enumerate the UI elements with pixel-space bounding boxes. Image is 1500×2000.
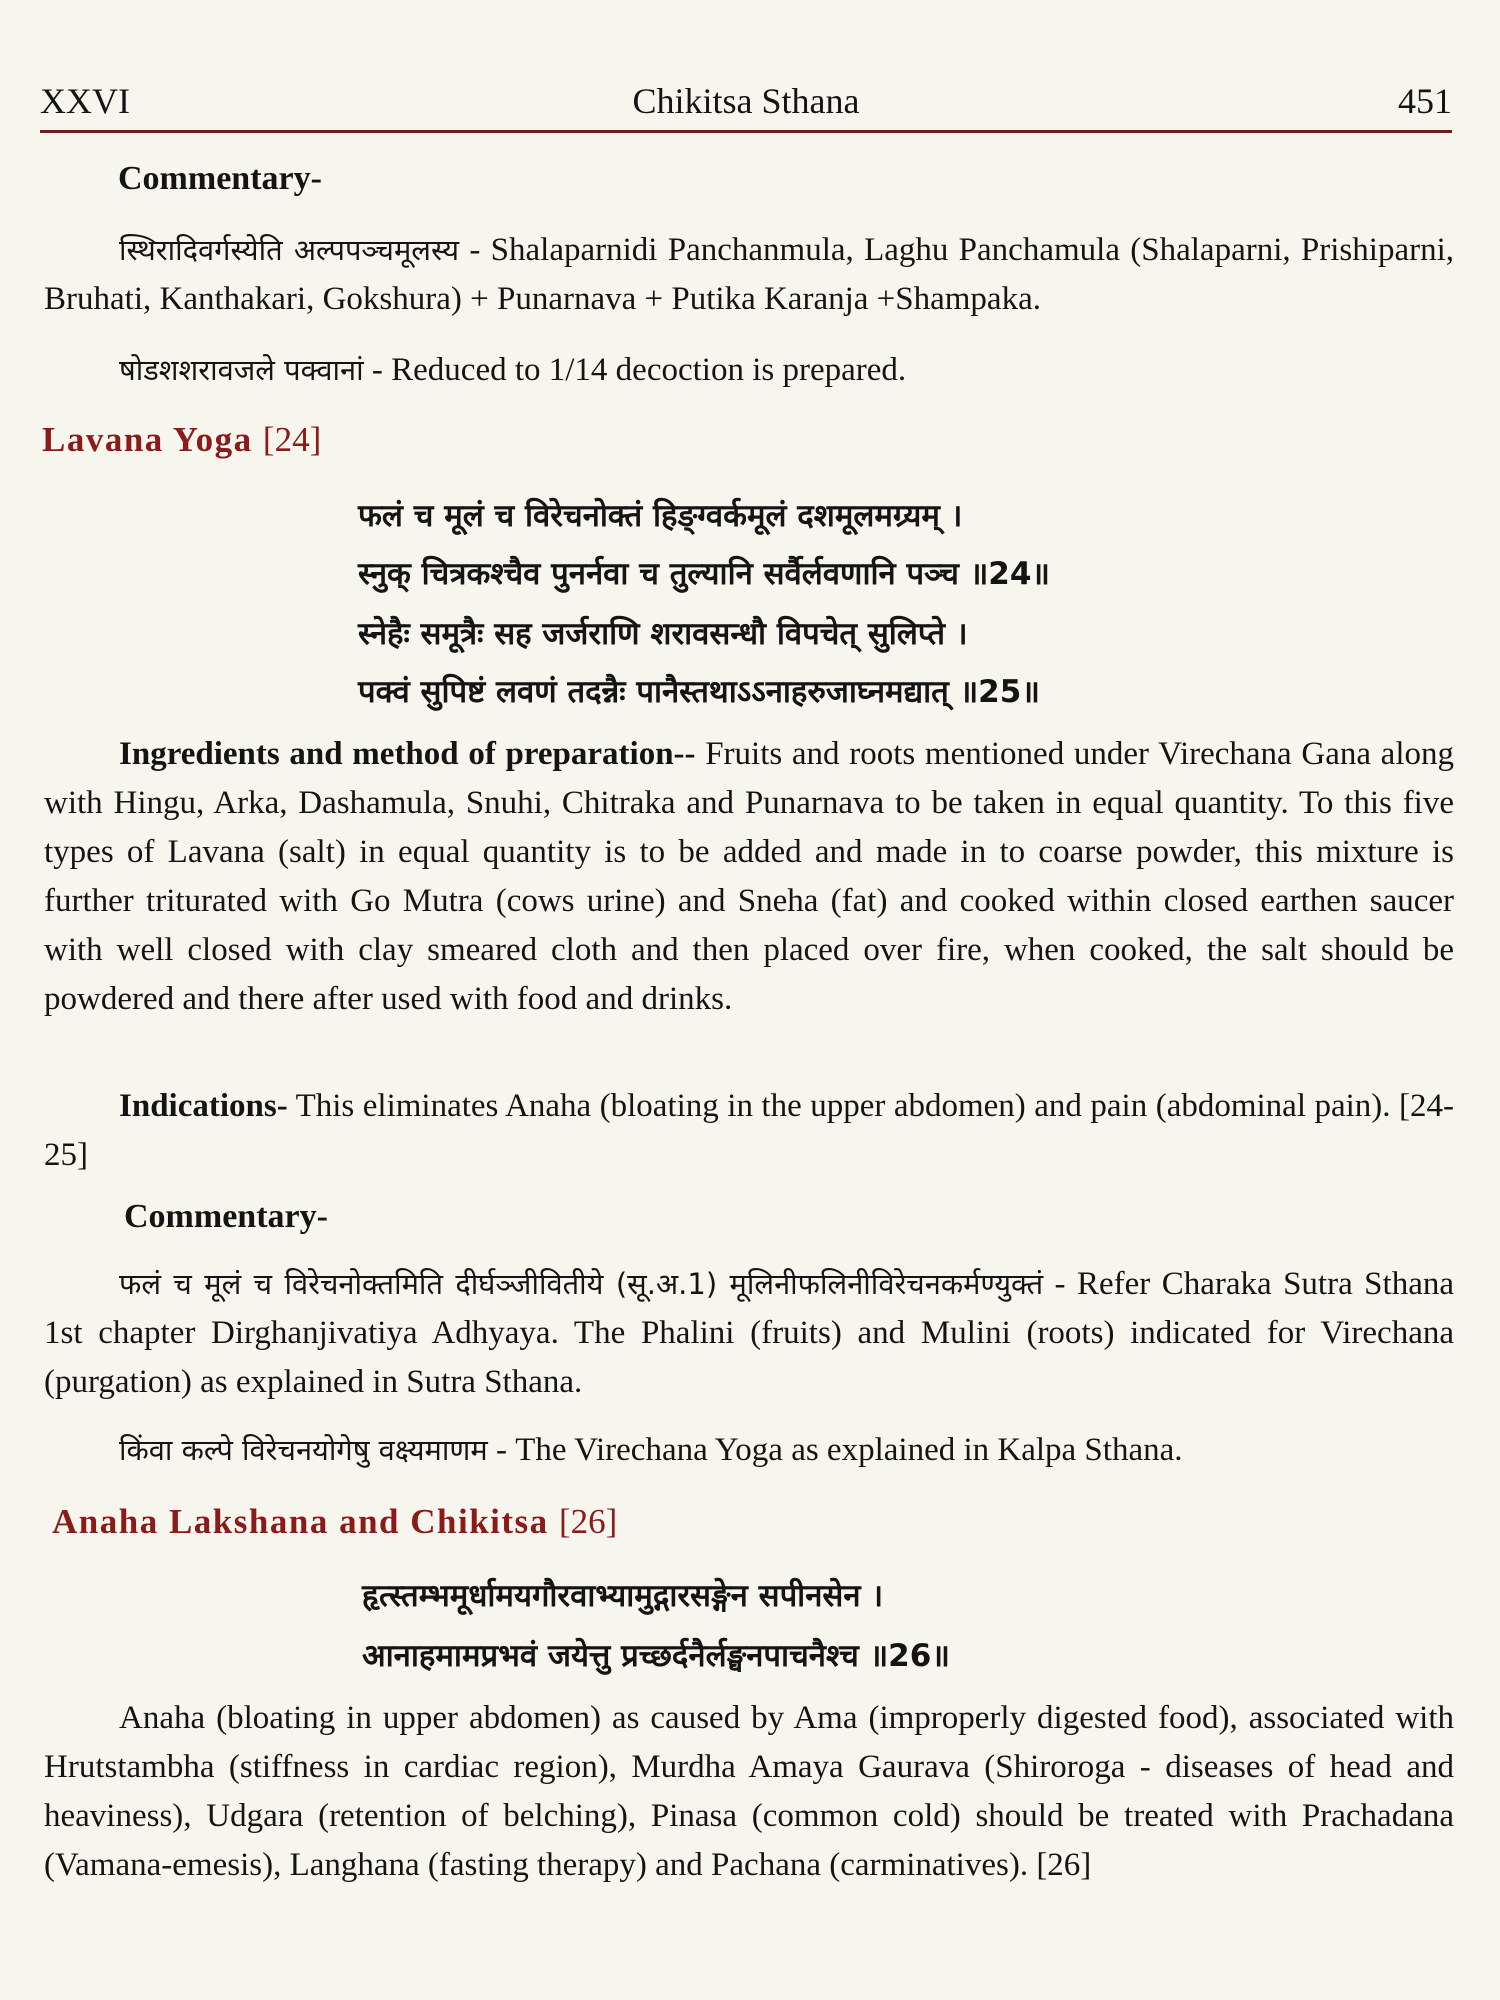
sanskrit-term: फलं च मूलं च विरेचनोक्तमिति दीर्घञ्जीवितीये (सू.अ.1) मूलिनीफलिनीविरेचनकर्मण्युक्तं	[119, 1267, 1044, 1301]
section-title-anaha	[52, 1502, 617, 1542]
commentary-1-paragraph-2	[44, 346, 1454, 395]
commentary-heading-1: Commentary-	[118, 160, 322, 197]
commentary-heading-2: Commentary-	[124, 1198, 328, 1235]
verse-reference: [24]	[262, 420, 322, 459]
commentary-text: - Reduced to 1/14 decoction is prepared.	[363, 352, 907, 388]
ingredients-text: Fruits and roots mentioned under Virechana Gana along with Hingu, Arka, Dashamula, Snuhi, Chitraka and Punarnava to be taken in equal quantity. To this five types of Lavana (salt) in equal quantity is to be added and made in to coarse powder, this mixture is further triturated with Go Mutra (cows urine) and Sneha (fat) and cooked within closed earthen saucer with well closed with clay smeared cloth and then placed over fire, when cooked, the salt should be powdered and there after used with food and drinks.	[44, 736, 1454, 1017]
verse-line: फलं च मूलं च विरेचनोक्तं हिङ्ग्वर्कमूलं दशमूलमग्र्यम् ।	[358, 498, 963, 534]
page-number: 451	[1398, 81, 1452, 121]
section-title-lavana-yoga	[42, 420, 321, 460]
verse-reference: [26]	[558, 1502, 618, 1541]
verse-line: हृत्स्तम्भमूर्धामयगौरवाभ्यामुद्गारसङ्गेन सपीनसेन ।	[362, 1578, 884, 1614]
anaha-paragraph: Anaha (bloating in upper abdomen) as caused by Ama (improperly digested food), associated with Hrutstambha (stiffness in cardiac region), Murdha Amaya Gaurava (Shiroroga - diseases of head and heaviness), Udgara (retention of belching), Pinasa (common cold) should be treated with Prachadana (Vamana-emesis), Langhana (fasting therapy) and Pachana (carminatives). [26]	[44, 1700, 1454, 1883]
commentary-2-paragraph-1	[44, 1260, 1454, 1407]
sanskrit-term: षोडशशरावजले पक्वानां	[119, 353, 364, 387]
running-title: Chikitsa Sthana	[632, 81, 860, 121]
page-header	[40, 74, 1452, 133]
verse-line: आनाहमामप्रभवं जयेत्तु प्रच्छर्दनैर्लङ्घनपाचनैश्च ॥26॥	[362, 1638, 950, 1674]
section-title-text: Anaha Lakshana and Chikitsa	[52, 1502, 549, 1541]
ingredients-paragraph	[44, 730, 1454, 1024]
verse-line: स्नुक् चित्रकश्चैव पुनर्नवा च तुल्यानि सर्वैर्लवणानि पञ्च ॥24॥	[358, 556, 1050, 592]
verse-line: स्नेहैः समूत्रैः सह जर्जराणि शरावसन्धौ विपचेत् सुलिप्ते ।	[358, 616, 968, 652]
section-title-text: Lavana Yoga	[42, 420, 253, 459]
ingredients-label: Ingredients and method of preparation--	[119, 736, 696, 772]
indications-text: This eliminates Anaha (bloating in the upper abdomen) and pain (abdominal pain). [24-25]	[44, 1088, 1454, 1173]
sanskrit-term: किंवा कल्पे विरेचनयोगेषु वक्ष्यमाणम	[119, 1433, 488, 1467]
commentary-1-paragraph-1	[44, 226, 1454, 324]
chapter-number: XXVI	[40, 81, 130, 121]
sanskrit-term: स्थिरादिवर्गस्येति अल्पपञ्चमूलस्य	[119, 233, 460, 267]
commentary-text: - Refer Charaka Sutra Sthana 1st chapter Dirghanjivatiya Adhyaya. The Phalini (fruits) and Mulini (roots) indicated for Virechana (purgation) as explained in Sutra Sthana.	[44, 1266, 1454, 1400]
commentary-2-paragraph-2	[44, 1426, 1454, 1475]
indications-label: Indications-	[119, 1088, 288, 1124]
commentary-text: - The Virechana Yoga as explained in Kalpa Sthana.	[487, 1432, 1183, 1468]
commentary-text: - Shalaparnidi Panchanmula, Laghu Panchamula (Shalaparni, Prishiparni, Bruhati, Kanthakari, Gokshura) + Punarnava + Putika Karanja +Shampaka.	[44, 232, 1454, 317]
verse-line: पक्वं सुपिष्टं लवणं तदन्नैः पानैस्तथाऽऽनाहरुजाघ्नमद्यात् ॥25॥	[358, 674, 1040, 710]
indications-paragraph	[44, 1082, 1454, 1180]
